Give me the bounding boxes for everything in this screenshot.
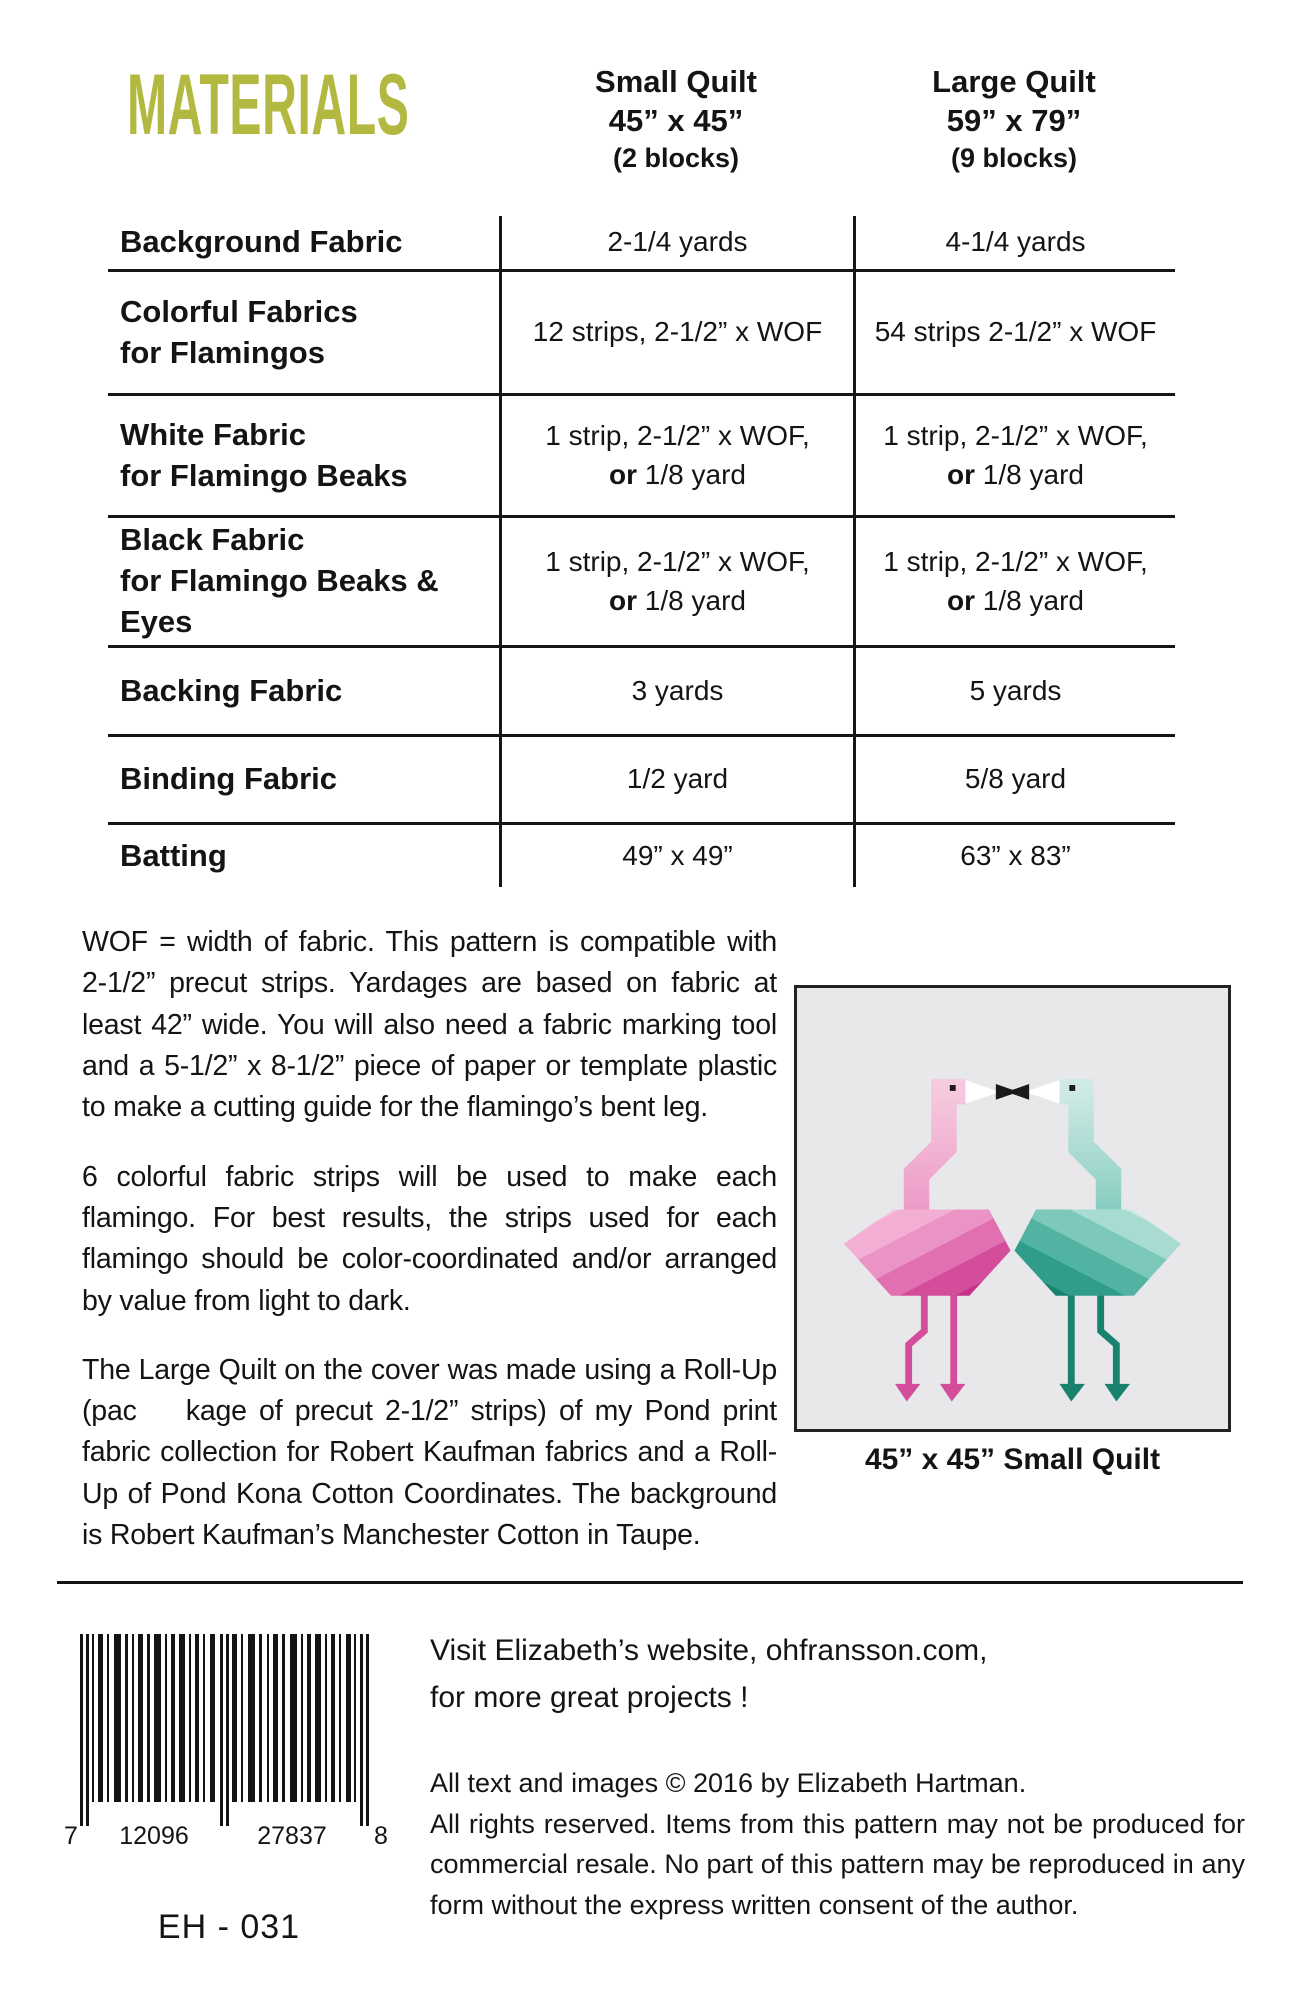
small-quilt-value: 2-1/4 yards [499,216,853,269]
column-header-large-quilt [853,62,1175,177]
flamingo-quilt-image [797,988,1228,1429]
row-label: Colorful Fabrics for Flamingos [120,293,358,370]
large-quilt-value: 63” x 83” [853,825,1175,887]
barcode [62,1634,396,1850]
small-quilt-size: 45” x 45” [608,103,744,138]
flamingo-right-icon [1007,1080,1181,1401]
row-label: White Fabric for Flamingo Beaks [120,416,408,493]
body-right [1014,1209,1181,1295]
small-quilt-value: 1 strip, 2-1/2” x WOF, or 1/8 yard [499,518,853,645]
page-title: MATERIALS [127,57,410,153]
barcode-digits-group2: 27837 [257,1822,327,1850]
large-quilt-size: 59” x 79” [946,103,1082,138]
pattern-code: EH - 031 [157,1908,301,1946]
beak-white-right [1025,1080,1059,1104]
section-divider [57,1581,1243,1584]
copyright-rest: All rights reserved. Items from this pattern may not be produced for commercial resale. No part of this pattern may be reproduced in any form without the express written consent of the author. [430,1808,1245,1920]
table-row [108,396,1175,518]
table-row [108,648,1175,737]
small-quilt-value: 49” x 49” [499,825,853,887]
eye-left [950,1085,956,1091]
large-quilt-value: 4-1/4 yards [853,216,1175,269]
table-row [108,825,1175,887]
small-quilt-title: Small Quilt [595,64,757,99]
small-quilt-value: 3 yards [499,648,853,734]
column-header-small-quilt [499,62,853,177]
website-line1: Visit Elizabeth’s website, ohfransson.com, [430,1634,988,1667]
table-row [108,272,1175,396]
flamingo-left-icon [844,1080,1018,1401]
website-note [430,1628,1250,1721]
eye-right [1069,1085,1075,1091]
flamingo-pair [844,1080,1181,1401]
large-quilt-value: 54 strips 2-1/2” x WOF [853,272,1175,393]
quilt-caption: 45” x 45” Small Quilt [864,1443,1161,1476]
row-label: Backing Fabric [120,672,343,708]
barcode-digit-left: 7 [64,1822,78,1850]
barcode-digit-right: 8 [374,1822,388,1850]
row-label: Background Fabric [120,224,403,260]
large-quilt-value: 1 strip, 2-1/2” x WOF, or 1/8 yard [853,396,1175,515]
quilt-illustration [794,985,1231,1432]
row-label: Black Fabric for Flamingo Beaks & Eyes [120,522,439,639]
notes-section [82,922,777,1584]
large-quilt-blocks: (9 blocks) [950,143,1078,173]
table-row [108,216,1175,272]
note-wof: WOF = width of fabric. This pattern is compatible with 2-1/2” precut strips. Yardages are based on fabric at least 42” wide. You will also need a fabric marking tool and a 5-1/2” x 8-1/2” piece of paper or template plastic to make a cutting guide for the flamingo’s bent leg. [82,926,777,1124]
small-quilt-value: 1 strip, 2-1/2” x WOF, or 1/8 yard [499,396,853,515]
materials-table [108,216,1175,887]
large-quilt-value: 5/8 yard [853,737,1175,822]
barcode-digits-group1: 12096 [119,1822,189,1850]
table-row [108,518,1175,648]
row-label: Batting [120,837,227,873]
beak-tip-right [1007,1084,1030,1100]
small-quilt-blocks: (2 blocks) [612,143,740,173]
table-row [108,737,1175,825]
note-cover-quilt: The Large Quilt on the cover was made using a Roll-Up (pac kage of precut 2-1/2” strips) of my Pond print fabric collection for Robert Kaufman fabrics and a Roll-Up of Pond Kona Cotton Coordinates. The background is Robert Kaufman’s Manchester Cotton in Taupe. [82,1353,777,1552]
note-strips: 6 colorful fabric strips will be used to make each flamingo. For best results, the strips used for each flamingo should be color-coordinated and/or arranged by value from light to dark. [82,1160,777,1317]
website-line2: for more great projects ! [430,1680,749,1714]
copyright-line1: All text and images © 2016 by Elizabeth Hartman. [430,1768,1027,1798]
body-left [844,1209,1011,1295]
large-quilt-value: 1 strip, 2-1/2” x WOF, or 1/8 yard [853,518,1175,645]
large-quilt-value: 5 yards [853,648,1175,734]
beak-white-left [965,1080,999,1104]
small-quilt-value: 1/2 yard [499,737,853,822]
small-quilt-value: 12 strips, 2-1/2” x WOF [499,272,853,393]
copyright-note [430,1763,1245,1925]
row-label: Binding Fabric [120,761,337,797]
large-quilt-title: Large Quilt [932,64,1096,99]
